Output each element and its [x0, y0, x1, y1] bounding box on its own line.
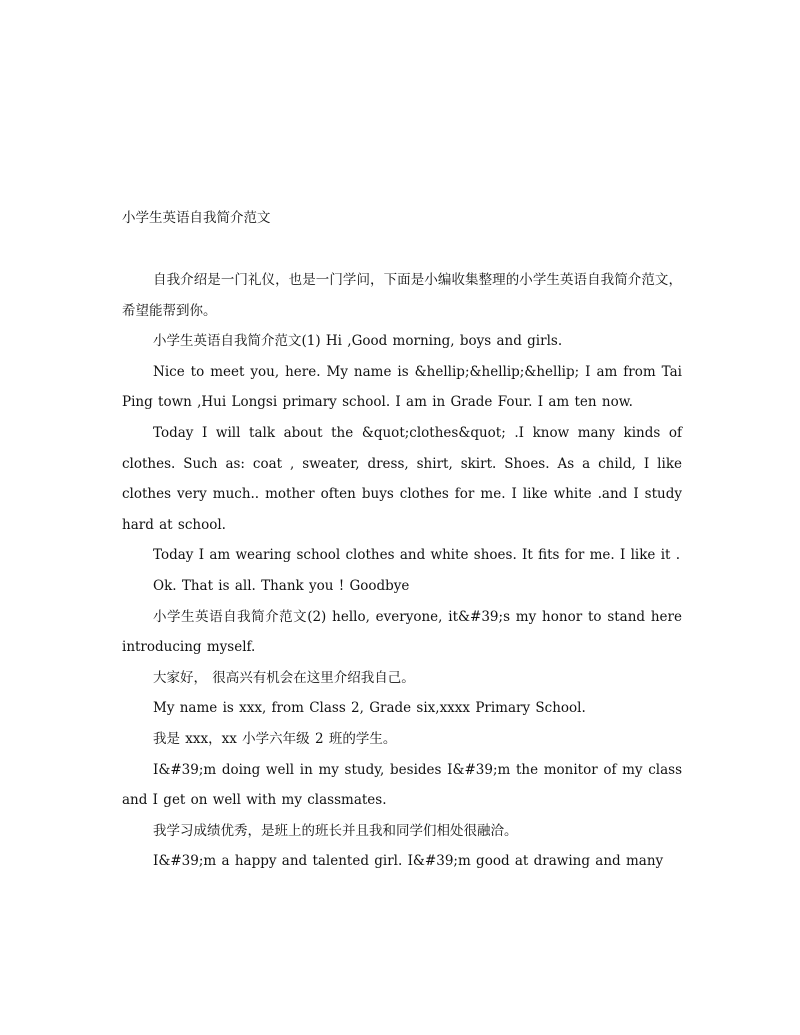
paragraph-essay-1-goodbye: Ok. That is all. Thank you ! Goodbye [153, 577, 410, 594]
paragraph-essay-1-heading: 小学生英语自我简介范文(1) Hi ,Good morning, boys and girls. [153, 333, 563, 350]
paragraph-essay-2-heading: 小学生英语自我简介范文(2) hello, everyone, it&#39;s my honor to stand here introducing myself. [122, 608, 682, 656]
paragraph-essay-2-talent: I&#39;m a happy and talented girl. I&#39;m good at drawing and many [153, 853, 664, 870]
document-body [122, 203, 682, 877]
paragraph-essay-2-study-cn: 我学习成绩优秀，是班上的班长并且我和同学们相处很融洽。 [153, 822, 518, 839]
paragraph-essay-1-today: Today I am wearing school clothes and white shoes. It fits for me. I like it . [153, 547, 681, 564]
paragraph-essay-2-greeting-cn: 大家好， 很高兴有机会在这里介绍我自己。 [153, 669, 415, 686]
paragraph-essay-2-name: My name is xxx, from Class 2, Grade six,xxxx Primary School. [153, 700, 586, 717]
paragraph-essay-1-clothes: Today I will talk about the &quot;clothes&quot; .I know many kinds of clothes. Such as: coat , sweater, dress, shirt, skirt. Shoes. As a child, I like clothes very much.. mother often buys clothes for me. I like white .and I study hard at school. [122, 424, 682, 533]
paragraph-essay-2-name-cn: 我是 xxx，xx 小学六年级 2 班的学生。 [153, 730, 397, 747]
paragraph-essay-1-intro: Nice to meet you, here. My name is &hellip;&hellip;&hellip; I am from Tai Ping town ,Hui Longsi primary school. I am in Grade Four. I am ten now. [122, 363, 682, 411]
document-title: 小学生英语自我简介范文 [122, 210, 271, 226]
paragraph-intro: 自我介绍是一门礼仪，也是一门学问，下面是小编收集整理的小学生英语自我简介范文，希望能帮到你。 [122, 272, 682, 319]
paragraph-essay-2-study: I&#39;m doing well in my study, besides I&#39;m the monitor of my class and I get on well with my classmates. [122, 761, 682, 809]
